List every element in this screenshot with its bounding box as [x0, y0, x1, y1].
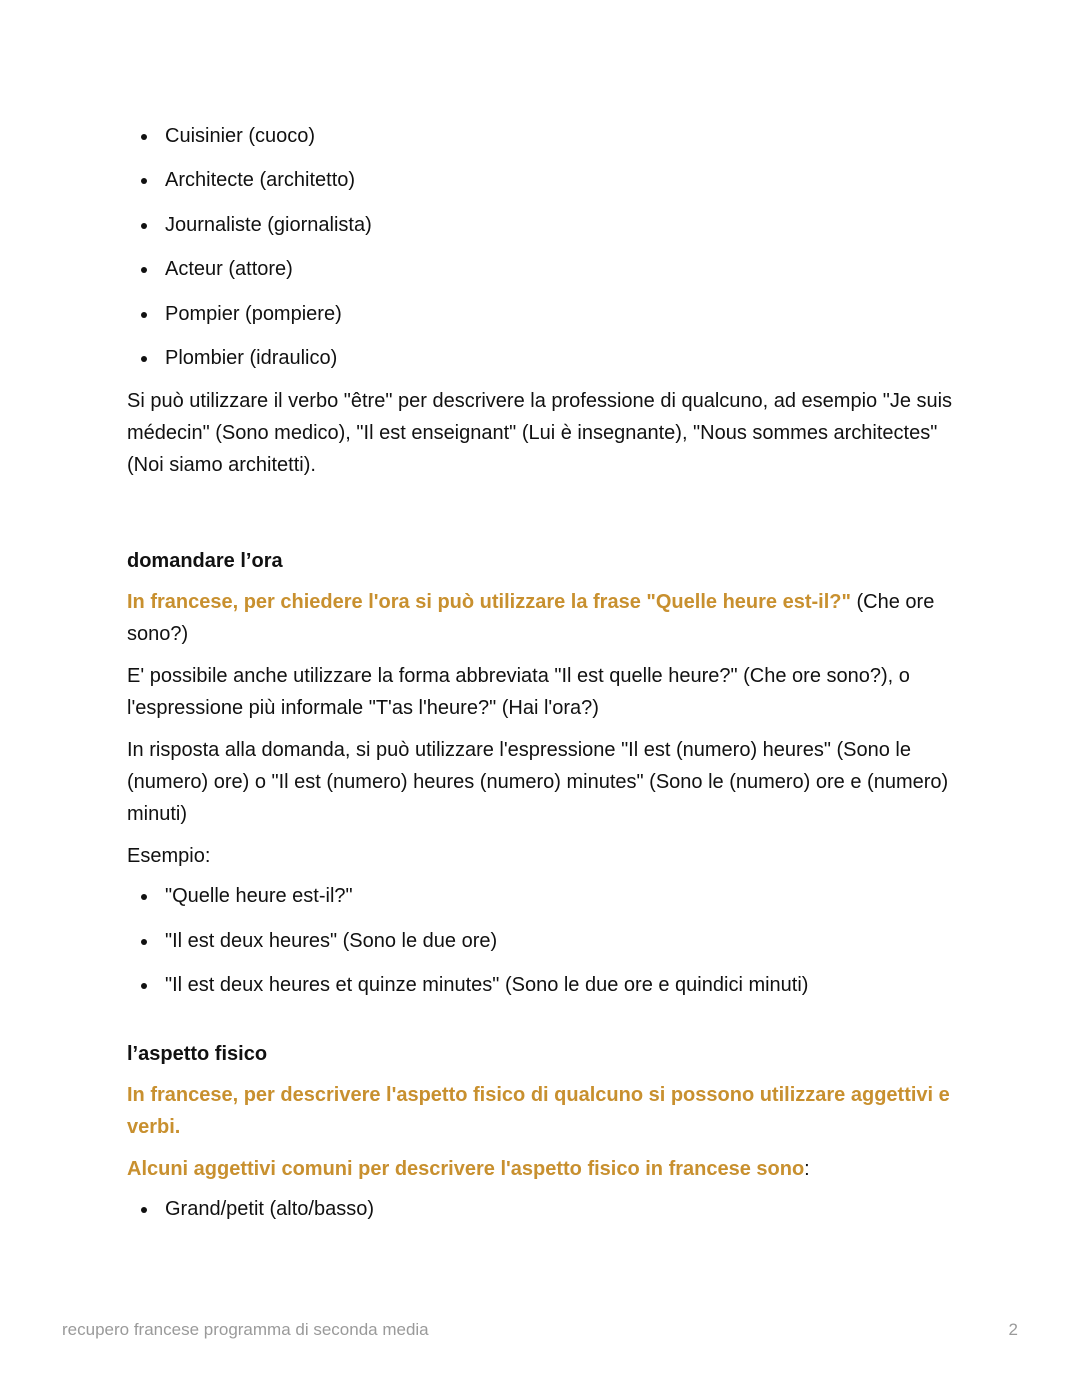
section-heading-aspetto: l’aspetto fisico [127, 1043, 268, 1066]
list-item: Acteur (attore) [127, 257, 957, 281]
ora-paragraph-2: E' possibile anche utilizzare la forma abbreviata "Il est quelle heure?" (Che ore sono?), o l'espressione più informale "T'as l'heure?" (Hai l'ora?) [127, 665, 910, 720]
aspetto-highlight: Alcuni aggettivi comuni per descrivere l'aspetto fisico in francese sono [127, 1158, 805, 1181]
list-item: Pompier (pompiere) [127, 302, 957, 326]
section-heading-ora: domandare l’ora [127, 550, 283, 573]
list-item: Cuisinier (cuoco) [127, 124, 957, 148]
aspetto-list [127, 1197, 957, 1221]
list-item: Grand/petit (alto/basso) [127, 1197, 957, 1221]
page-number: 2 [1008, 1320, 1018, 1339]
list-item: "Il est deux heures et quinze minutes" (Sono le due ore e quindici minuti) [127, 973, 957, 997]
ora-intro-rest: (Che ore sono?) [127, 591, 935, 646]
aspetto-colon: : [804, 1158, 810, 1181]
document-page [127, 124, 957, 1242]
list-item: Plombier (idraulico) [127, 346, 957, 370]
list-item: Architecte (architetto) [127, 168, 957, 192]
ora-paragraph-3: In risposta alla domanda, si può utilizzare l'espressione "Il est (numero) heures" (Sono le (numero) ore) o "Il est (numero) heures (numero) minutes" (Sono le (numero) ore e (numero) minuti) [127, 739, 949, 826]
aspetto-paragraph-1: In francese, per descrivere l'aspetto fisico di qualcuno si possono utilizzare aggettivi e verbi. [127, 1084, 950, 1139]
aspetto-paragraph-2 [127, 1153, 957, 1185]
example-label: Esempio: [127, 845, 211, 868]
list-item: "Il est deux heures" (Sono le due ore) [127, 929, 957, 953]
ora-intro-highlight: In francese, per chiedere l'ora si può utilizzare la frase "Quelle heure est-il?" [127, 591, 851, 614]
list-item: "Quelle heure est-il?" [127, 884, 957, 908]
professions-note: Si può utilizzare il verbo "être" per descrivere la professione di qualcuno, ad esempio "Je suis médecin" (Sono medico), "Il est enseignant" (Lui è insegnante), "Nous sommes architectes" (Noi siamo architetti). [127, 390, 953, 477]
examples-list [127, 884, 957, 997]
professions-list [127, 124, 957, 370]
ora-intro [127, 586, 957, 650]
list-item: Journaliste (giornalista) [127, 213, 957, 237]
footer-title: recupero francese programma di seconda media [62, 1320, 429, 1339]
